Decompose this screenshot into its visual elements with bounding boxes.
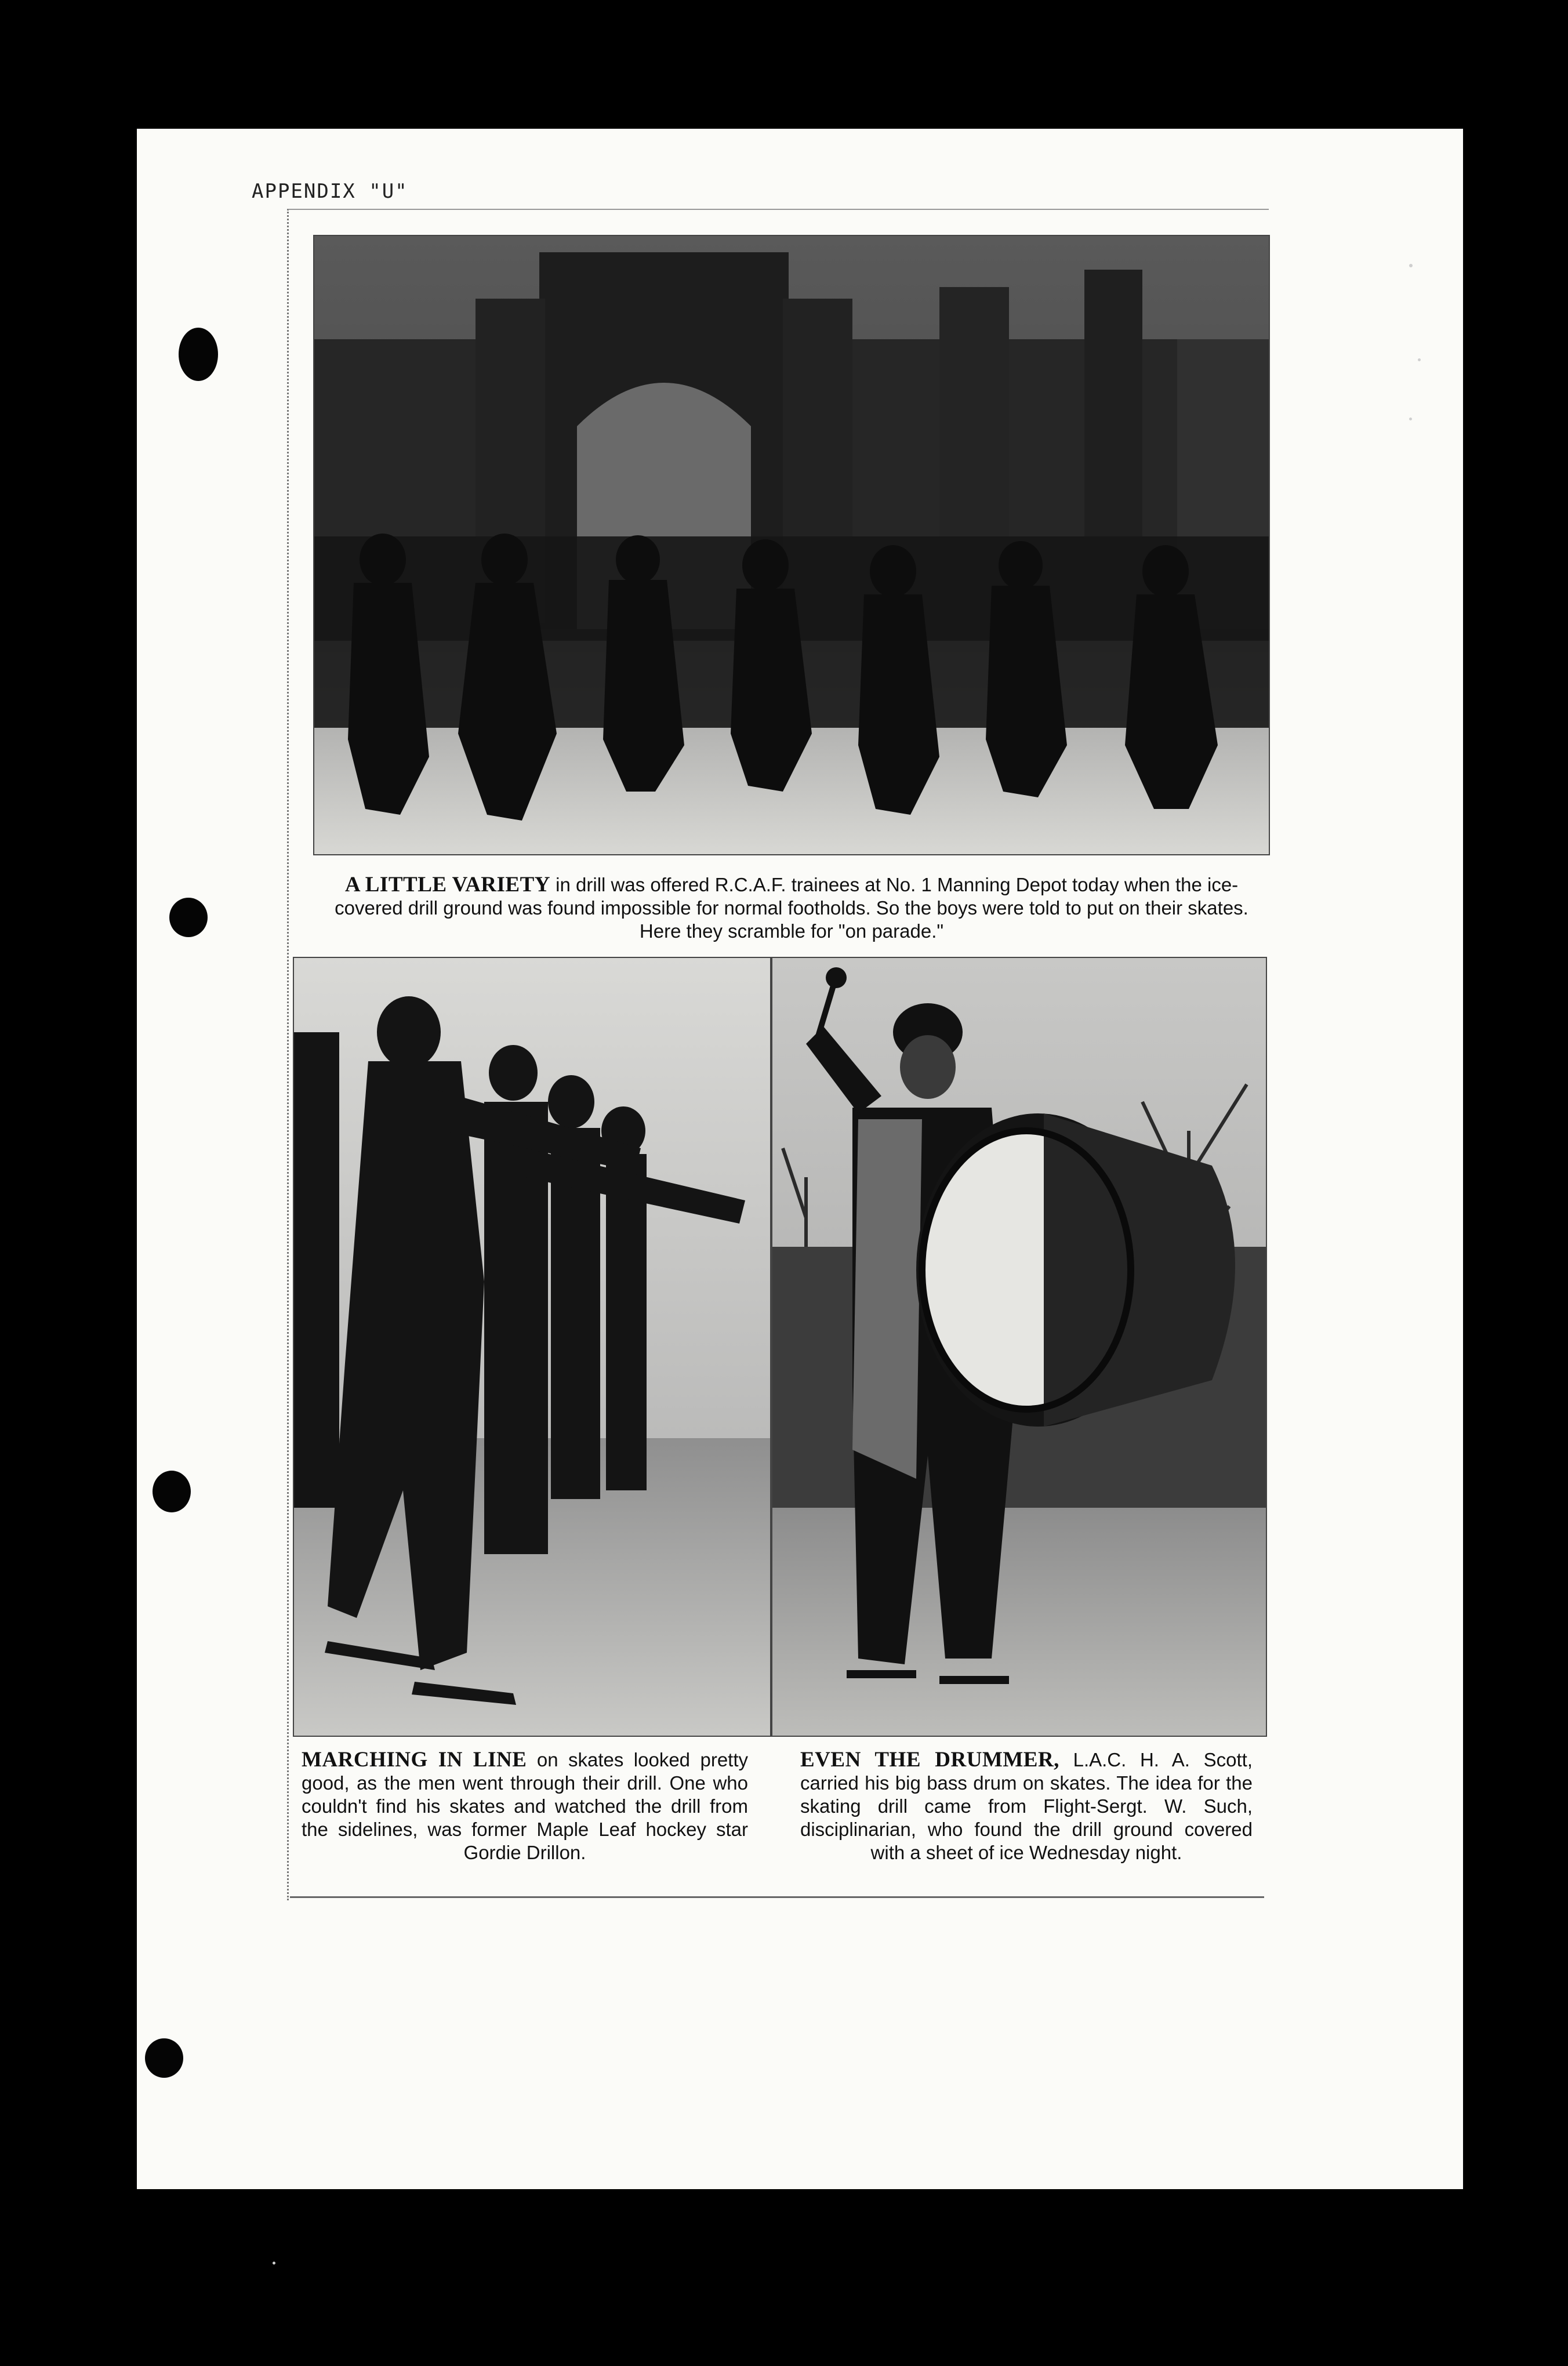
caption-top-lead: A LITTLE VARIETY (344, 873, 550, 897)
binder-hole-2 (169, 898, 208, 937)
binder-hole-4 (145, 2038, 183, 2078)
clipping-bottom-rule (290, 1896, 1264, 1898)
appendix-header: APPENDIX "U" (252, 180, 408, 203)
photo-drummer-image (771, 957, 1267, 1737)
photo-drummer (771, 957, 1267, 1737)
caption-top (333, 873, 1250, 943)
caption-bottom-right-body: L.A.C. H. A. Scott, carried his big bass drum on skates. The idea for the skating drill came from Flight-Sergt. W. Such, disciplinarian, who found the drill ground covered with a sheet of ice Wednesday night. (800, 1749, 1253, 1863)
caption-bottom-left-body: on skates looked pretty good, as the men went through their drill. One who couldn't find his skates and watched the drill from the sidelines, was former Maple Leaf hockey star Gordie Drillon. (302, 1749, 749, 1863)
photo-marching-in-line (293, 957, 771, 1737)
binder-hole-3 (153, 1471, 191, 1512)
margin-speck (273, 2262, 275, 2265)
caption-bottom-right (800, 1748, 1253, 1864)
caption-bottom-right-lead: EVEN THE DRUMMER, (800, 1748, 1059, 1772)
caption-top-body: in drill was offered R.C.A.F. trainees at No. 1 Manning Depot today when the ice-covered drill ground was found impossible for normal footholds. So the boys were told to put on their skates. Here they scramble for "on parade." (335, 874, 1248, 942)
photo-marching-in-line-image (293, 957, 771, 1737)
caption-bottom-left (302, 1748, 748, 1864)
caption-bottom-left-lead: MARCHING IN LINE (302, 1748, 527, 1772)
photo-skating-drill-image (313, 235, 1270, 855)
margin-speck (1418, 358, 1421, 361)
margin-speck (1409, 418, 1412, 420)
margin-speck (1409, 264, 1413, 267)
binder-hole-1 (179, 328, 218, 381)
photo-skating-drill (313, 235, 1270, 855)
